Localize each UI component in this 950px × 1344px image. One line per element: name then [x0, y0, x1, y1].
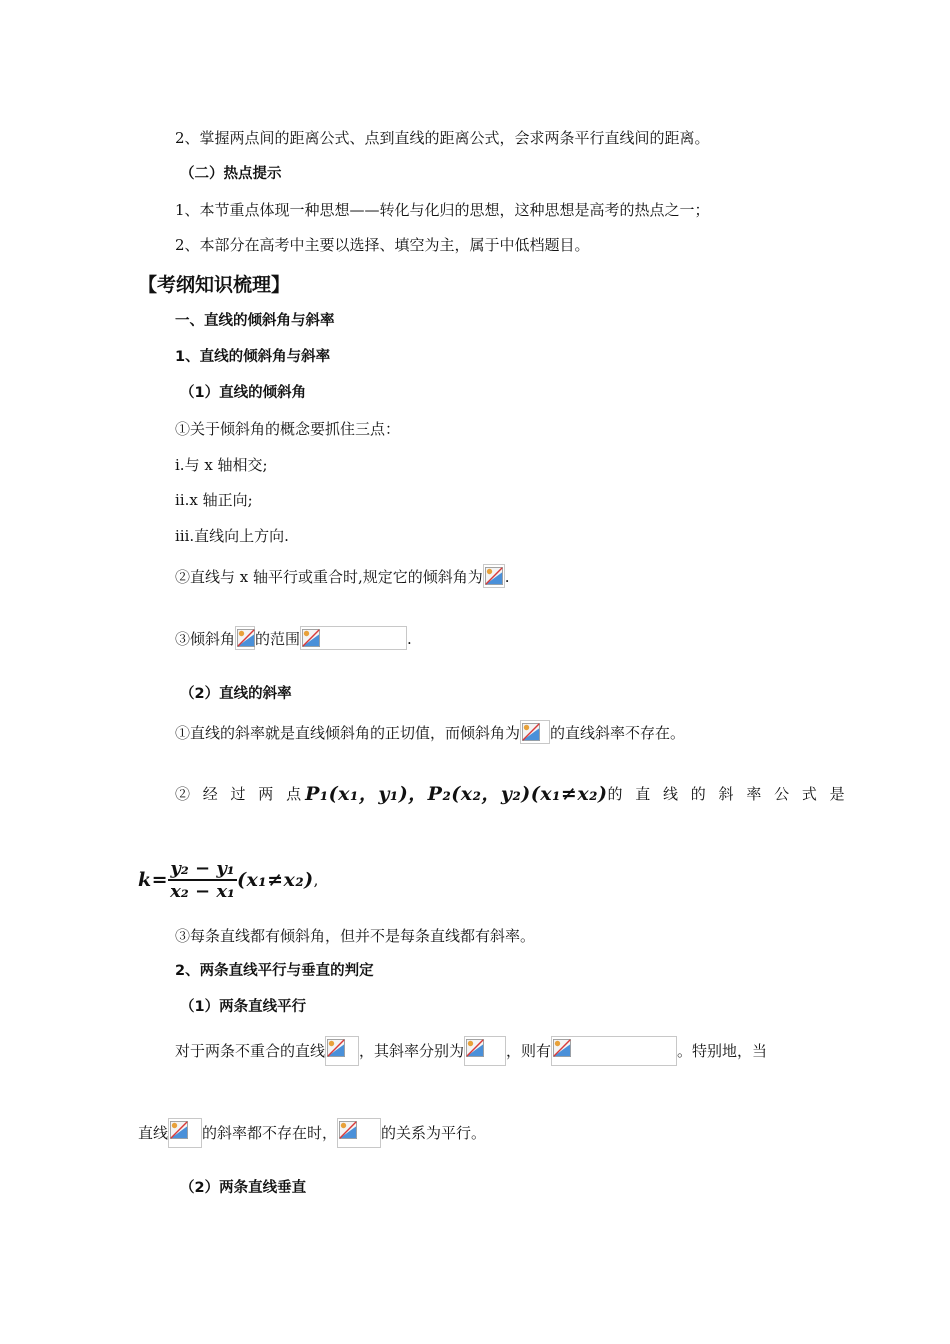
broken-image-icon: [337, 1118, 381, 1148]
hotspot-title: （二）热点提示: [180, 166, 282, 182]
fraction-numerator: y₂ − y₁: [168, 858, 237, 881]
slope2-formula: P₁(x₁，y₁)，P₂(x₂，y₂)(x₁≠x₂): [305, 783, 608, 805]
par-text-b: ，其斜率分别为: [359, 1042, 465, 1060]
k-end: ,: [313, 871, 319, 889]
paragraph-distance: 2、掌握两点间的距离公式、点到直线的距离公式，会求两条平行直线间的距离。: [175, 129, 710, 147]
par-text-a: 对于两条不重合的直线: [175, 1042, 326, 1060]
fraction-denominator: x₂ − x₁: [170, 881, 235, 902]
slope3: ③每条直线都有倾斜角，但并不是每条直线都有斜率。: [175, 927, 536, 945]
par2-text-c: 的关系为平行。: [381, 1124, 487, 1142]
s2-sub-a: （1）两条直线平行: [180, 999, 307, 1015]
item1-i: ⅰ.与 x 轴相交;: [175, 456, 268, 474]
par2-text-b: 的斜率都不存在时，: [202, 1124, 338, 1142]
broken-image-icon: [168, 1118, 202, 1148]
s1-sub1a: （1）直线的倾斜角: [180, 385, 307, 401]
s1-title: 一、直线的倾斜角与斜率: [175, 313, 335, 329]
s1-sub1b: （2）直线的斜率: [180, 686, 292, 702]
parallel-paragraph-2: [138, 1118, 486, 1148]
item2-text: ②直线与 x 轴平行或重合时,规定它的倾斜角为: [175, 568, 483, 586]
broken-image-icon: [300, 626, 407, 650]
par-text-d: 。特别地，当: [677, 1042, 768, 1060]
slope1: [175, 720, 685, 744]
item2-end: .: [504, 568, 510, 586]
s2-sub-b: （2）两条直线垂直: [180, 1180, 307, 1196]
item2: [175, 564, 510, 588]
item3: [175, 626, 412, 650]
k-condition: (x₁≠x₂): [236, 869, 314, 891]
paragraph-thought: 1、本节重点体现一种思想——转化与化归的思想，这种思想是高考的热点之一；: [175, 201, 710, 219]
item3-text-a: ③倾斜角: [175, 630, 236, 648]
slope2-text-b: 的 直 线 的 斜 率 公 式 是: [607, 785, 849, 803]
broken-image-icon: [551, 1036, 677, 1066]
item1: ①关于倾斜角的概念要抓住三点：: [175, 420, 401, 438]
item3-text-b: 的范围: [255, 630, 301, 648]
broken-image-icon: [325, 1036, 359, 1066]
broken-image-icon: [520, 720, 550, 744]
paragraph-exam: 2、本部分在高考中主要以选择、填空为主，属于中低档题目。: [175, 236, 590, 254]
par-text-c: ，则有: [506, 1042, 552, 1060]
item3-end: .: [407, 630, 412, 648]
slope-formula: [138, 858, 318, 902]
section-heading: 【考纲知识梳理】: [138, 274, 291, 296]
broken-image-icon: [483, 564, 505, 588]
item1-ii: ⅱ.x 轴正向;: [175, 491, 253, 509]
slope1-text-a: ①直线的斜率就是直线倾斜角的正切值，而倾斜角为: [175, 724, 521, 742]
broken-image-icon: [235, 626, 255, 650]
broken-image-icon: [464, 1036, 506, 1066]
slope-fraction: [168, 858, 237, 902]
item1-iii: ⅲ.直线向上方向.: [175, 527, 289, 545]
slope1-text-b: 的直线斜率不存在。: [550, 724, 686, 742]
s2-title: 2、两条直线平行与垂直的判定: [175, 963, 374, 979]
slope2-text-a: ② 经 过 两 点: [175, 785, 306, 803]
slope2: [175, 783, 849, 805]
par2-text-a: 直线: [138, 1124, 169, 1142]
s1-sub1: 1、直线的倾斜角与斜率: [175, 349, 331, 365]
parallel-paragraph: [175, 1036, 815, 1066]
k-equals: k=: [138, 869, 169, 891]
